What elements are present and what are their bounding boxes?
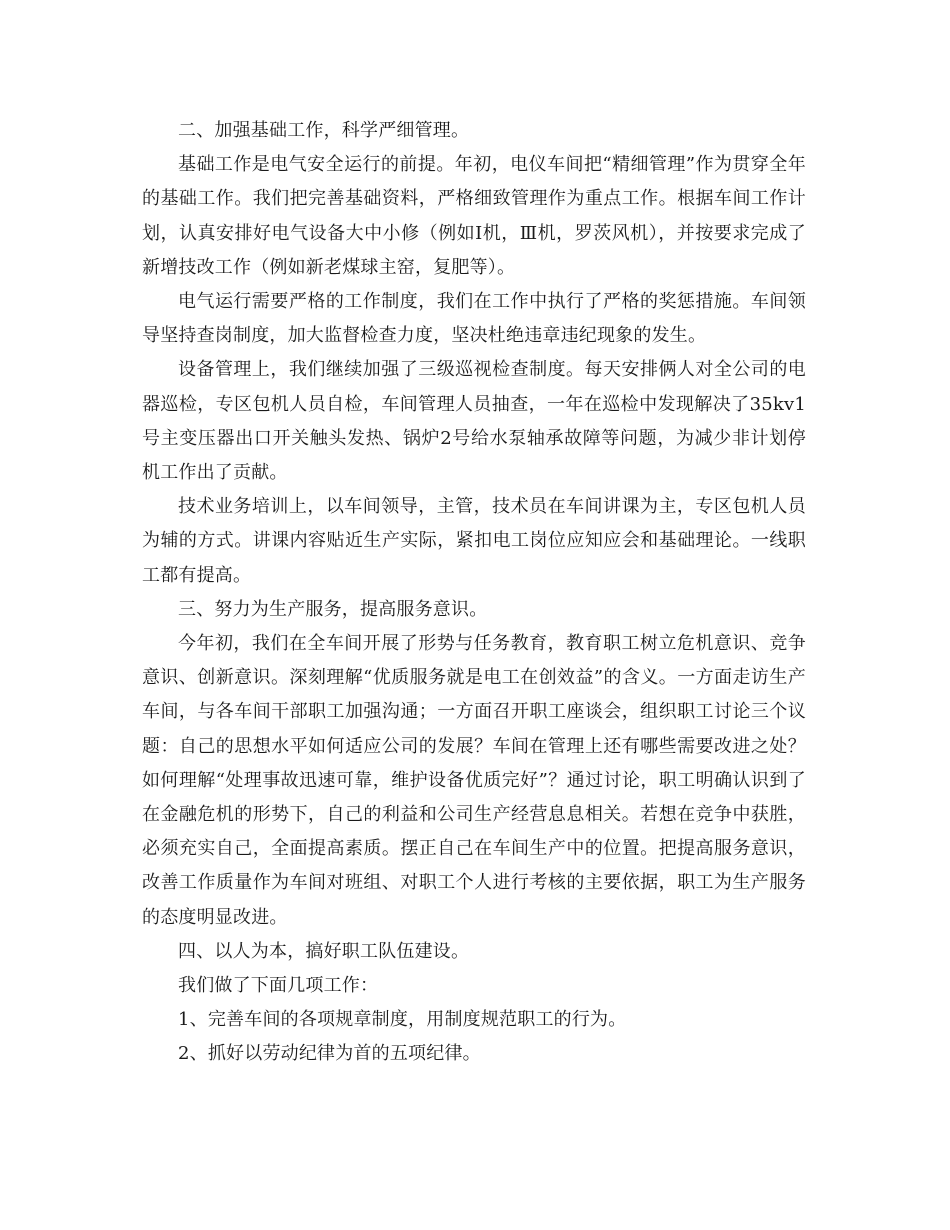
paragraph-work-items-intro: 我们做了下面几项工作： (178, 975, 379, 997)
paragraph-basic-work: 基础工作是电气安全运行的前提。年初，电仪车间把“精细管理”作为贯穿全年的基础工作。我们把完善基础资料，严格细致管理作为重点工作。根据车间工作计划，认真安排好电气设备大中小修（例如Ⅰ机，Ⅲ机，罗茨风机），并按要求完成了新增技改工作（例如新老煤球主窑，复肥等）。 (142, 154, 806, 278)
section-heading-2: 二、加强基础工作，科学严细管理。 (178, 120, 470, 141)
section-heading-3: 三、努力为生产服务，提高服务意识。 (178, 598, 488, 620)
paragraph-service-awareness: 今年初，我们在全车间开展了形势与任务教育，教育职工树立危机意识、竞争意识、创新意识。深刻理解“优质服务就是电工在创效益”的含义。一方面走访生产车间，与各车间干部职工加强沟通；一方面召开职工座谈会，组织职工讨论三个议题：自己的思想水平如何适应公司的发展？车间在管理上还有哪些需要改进之处？如何理解“处理事故迅速可靠，维护设备优质完好”？通过讨论，职工明确认识到了在金融危机的形势下，自己的利益和公司生产经营息息相关。若想在竞争中获胜，必须充实自己，全面提高素质。摆正自己在车间生产中的位置。把提高服务意识，改善工作质量作为车间对班组、对职工个人进行考核的主要依据，职工为生产服务的态度明显改进。 (142, 633, 806, 928)
section-heading-4: 四、以人为本，搞好职工队伍建设。 (178, 940, 470, 962)
paragraph-work-system: 电气运行需要严格的工作制度，我们在工作中执行了严格的奖惩措施。车间领导坚持查岗制度，加大监督检查力度，坚决杜绝违章违纪现象的发生。 (142, 291, 806, 347)
paragraph-technical-training: 技术业务培训上，以车间领导，主管，技术员在车间讲课为主，专区包机人员为辅的方式。讲课内容贴近生产实际，紧扣电工岗位应知应会和基础理论。一线职工都有提高。 (142, 496, 806, 586)
document-body (142, 114, 806, 1072)
list-item-1: 1、完善车间的各项规章制度，用制度规范职工的行为。 (178, 1009, 627, 1031)
list-item-2: 2、抓好以劳动纪律为首的五项纪律。 (178, 1043, 481, 1065)
paragraph-equipment-management: 设备管理上，我们继续加强了三级巡视检查制度。每天安排俩人对全公司的电器巡检，专区包机人员自检，车间管理人员抽查，一年在巡检中发现解决了35kv1号主变压器出口开关触头发热、锅炉2号给水泵轴承故障等问题，为减少非计划停机工作出了贡献。 (142, 359, 806, 484)
